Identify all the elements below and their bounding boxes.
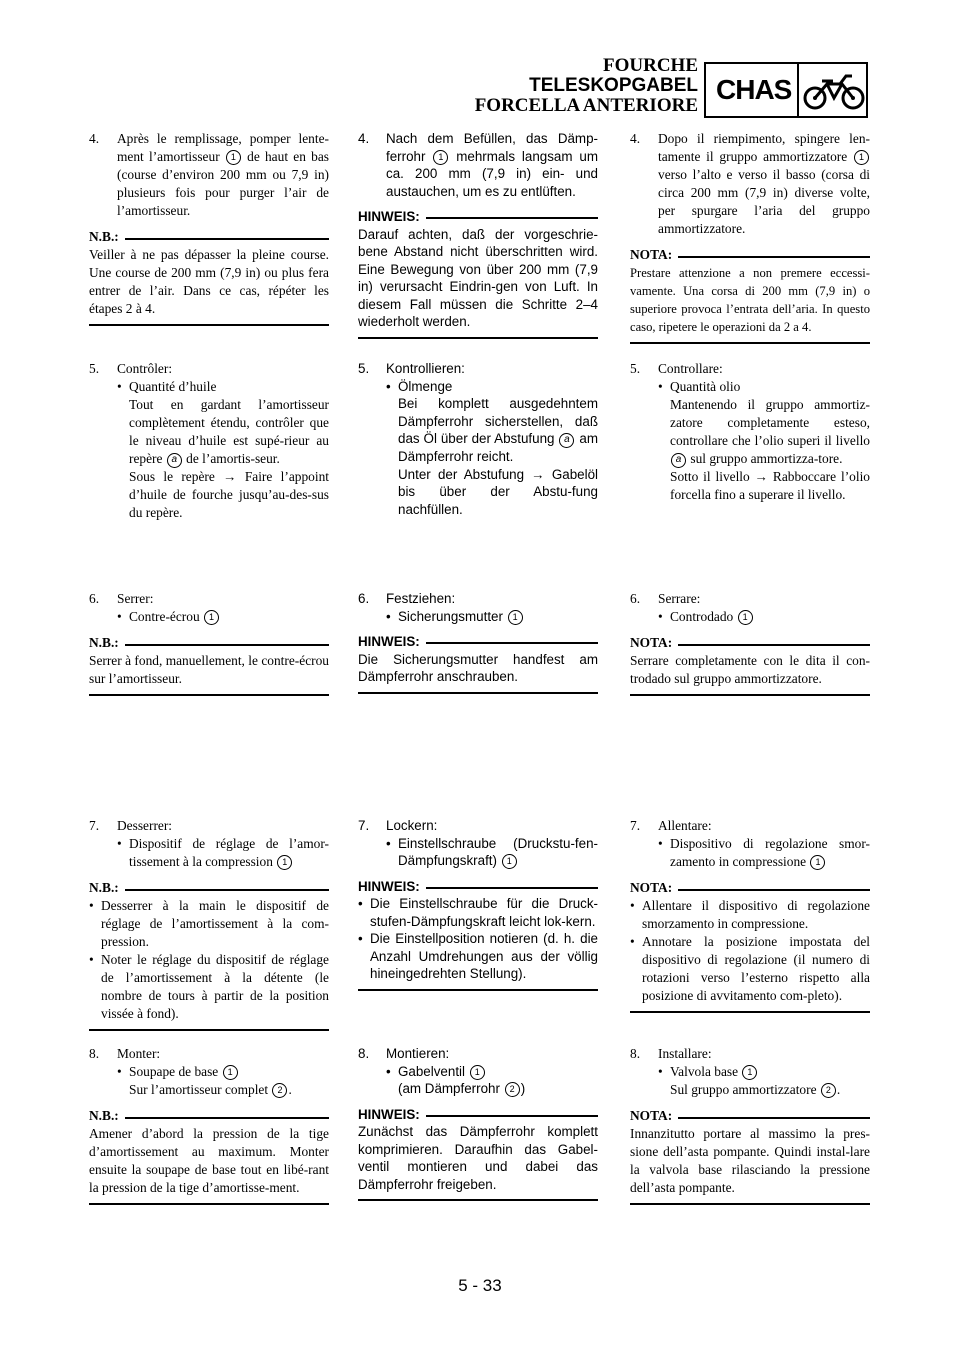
title-de: TELESKOPGABEL	[529, 75, 698, 96]
step-title: Festziehen:	[386, 591, 456, 606]
mark-callout: a	[671, 453, 686, 468]
sub-text: (am Dämpferrohr 2 )	[398, 1081, 526, 1096]
note-header: NOTA:	[630, 634, 870, 652]
bullet-item: • Controdado 1	[630, 608, 870, 626]
note-text: Amener d’abord la pression de la tige d’amortissement au maximum. Monter ensuite la soupape de base tout en libé-rant la pression de la tige d’amortisse-ment.	[89, 1126, 329, 1195]
note-header: N.B.:	[89, 1107, 329, 1125]
page-number: 5 - 33	[458, 1276, 502, 1295]
note-header: HINWEIS:	[358, 878, 598, 896]
step-title: Serrer:	[117, 591, 154, 606]
note-header: N.B.:	[89, 228, 329, 246]
chas-label: CHAS	[716, 74, 792, 105]
note-header: HINWEIS:	[358, 1106, 598, 1124]
step-number: 4.	[630, 131, 641, 146]
step-number: 8.	[358, 1046, 370, 1061]
note-text: Serrer à fond, manuellement, le contre-écrou sur l’amortisseur.	[89, 653, 329, 686]
note-rule	[89, 694, 329, 696]
motorcycle-icon	[802, 68, 866, 112]
ref-callout: 1	[277, 855, 292, 870]
chassis-section-badge	[704, 62, 868, 118]
note-text: Die Sicherungsmutter handfest am Dämpferrohr anschrauben.	[358, 651, 598, 684]
step-title: Kontrollieren:	[386, 361, 465, 376]
note-bullet: • Noter le réglage du dispositif de réglage de l’amortissement à la détente (le nombre de tours à partir de la position vissée à fond).	[89, 952, 329, 1021]
sub-text: Tout en gardant l’amortisseur complètement étendu, contrôler que le niveau d’huile est supé-rieur au repère a de l’amortis-seur.	[129, 397, 329, 466]
step-text: Dopo il riempimento, spingere len-tamente il gruppo ammortizzatore 1 verso l’alto e verso il basso (corsa di circa 200 mm (7,9 in) diverse volte, per spurgare l’aria del gruppo ammortizzatore.	[658, 131, 870, 236]
step-title: Controllare:	[658, 361, 723, 376]
step-title: Desserrer:	[117, 818, 173, 833]
ref-callout: 1	[742, 1065, 757, 1080]
note-header: NOTA:	[630, 1107, 870, 1125]
ref-callout: 1	[502, 854, 517, 869]
bullet-item: • Soupape de base 1	[89, 1063, 329, 1081]
note-header: NOTA:	[630, 246, 870, 264]
ref-callout: 2	[272, 1083, 287, 1098]
note-bullet: • Allentare il dispositivo di regolazione smorzamento in compressione.	[630, 898, 870, 931]
ref-callout: 1	[508, 610, 523, 625]
mark-callout: a	[559, 433, 574, 448]
ref-callout: 1	[433, 150, 448, 165]
ref-callout: 1	[223, 1065, 238, 1080]
note-rule	[89, 324, 329, 326]
fr-step-8	[89, 1045, 329, 1205]
step-number: 5.	[630, 361, 641, 376]
step-number: 8.	[89, 1046, 100, 1061]
ref-callout: 1	[738, 610, 753, 625]
it-step-5	[630, 360, 870, 504]
sub-text: Sous le repère → Faire l’appoint d’huile de fourche jusqu’au-des-sus du repère.	[129, 469, 329, 520]
ref-callout: 1	[854, 150, 869, 165]
sub-text: Mantenendo il gruppo ammortiz-zatore completamente esteso, controllare che l’olio superi il livello a sul gruppo ammortizza-tore.	[670, 397, 870, 466]
note-header: HINWEIS:	[358, 633, 598, 651]
note-text: Veiller à ne pas dépasser la pleine course. Une course de 200 mm (7,9 in) ou plus fera entrer de l’air. Dans ce cas, répéter les étapes 2 à 4.	[89, 247, 329, 316]
note-rule	[630, 1011, 870, 1013]
note-rule	[358, 337, 598, 339]
note-rule	[358, 692, 598, 694]
step-number: 5.	[358, 361, 370, 376]
sub-text: Sur l’amortisseur complet 2 .	[129, 1082, 292, 1097]
ref-callout: 1	[226, 150, 241, 165]
note-bullet: • Die Einstellposition notieren (d. h. die Anzahl Umdrehungen aus der völlig hineingedrehten Stellung).	[358, 931, 598, 981]
fr-step-5	[89, 360, 329, 522]
fr-step-6	[89, 590, 329, 696]
bullet-item: • Dispositivo di regolazione smor-zamento in compressione 1	[658, 836, 870, 869]
step-number: 7.	[630, 818, 641, 833]
note-rule	[630, 342, 870, 344]
it-step-7	[630, 817, 870, 1013]
bullet-item: • Quantità olio	[658, 379, 741, 394]
bullet-item: • Sicherungsmutter 1	[358, 608, 598, 626]
note-rule	[89, 1029, 329, 1031]
step-title: Serrare:	[658, 591, 701, 606]
step-number: 7.	[358, 818, 370, 833]
note-text: Darauf achten, daß der vorgeschrie-bene Abstand nicht überschritten wird. Eine Bewegung von über 200 mm (7,9 in) verursacht Eindrin-gen von Luft. In diesem Fall müssen die Schritte 2–4 wiederholt werden.	[358, 226, 598, 329]
bullet-item: • Ölmenge	[386, 378, 453, 394]
step-number: 5.	[89, 361, 100, 376]
title-it: FORCELLA ANTERIORE	[474, 95, 698, 116]
step-title: Installare:	[658, 1046, 712, 1061]
section-header	[475, 56, 698, 116]
note-bullet: • Annotare la posizione impostata del dispositivo di regolazione (il numero di rotazioni verso l’esterno rispetto alla posizione di avvitamento com-pleto).	[630, 934, 870, 1003]
note-text: Zunächst das Dämpferrohr komplett komprimieren. Daraufhin das Gabel-ventil montieren und dabei das Dämpferrohr freigeben.	[358, 1124, 598, 1192]
bullet-item: • Valvola base 1	[630, 1063, 870, 1081]
step-text: Nach dem Befüllen, das Dämp-ferrohr 1 mehrmals langsam um ca. 200 mm (7,9 in) ein- und austauchen, um es zu entlüften.	[386, 131, 598, 199]
it-step-8	[630, 1045, 870, 1205]
note-text: Serrare completamente con le dita il con-trodado sul gruppo ammortizzatore.	[630, 653, 870, 686]
note-bullet: • Desserrer à la main le dispositif de réglage de l’amortissement à la com-pression.	[89, 898, 329, 949]
note-text: Prestare attenzione a non premere eccessi-vamente. Una corsa di 200 mm (7,9 in) o superiore provoca l’entrata dell’aria. In questo caso, ripetere le operazioni da 2 a 4.	[630, 266, 870, 334]
note-rule	[358, 989, 598, 991]
step-title: Montieren:	[386, 1046, 450, 1061]
note-header: N.B.:	[89, 879, 329, 897]
bullet-item: • Gabelventil 1	[358, 1063, 598, 1081]
step-text: Après le remplissage, pomper lente-ment l’amortisseur 1 de haut en bas (course d’environ 200 mm ou 7,9 in) plusieurs fois pour purger l’air de l’amortisseur.	[117, 131, 329, 218]
step-number: 8.	[630, 1046, 641, 1061]
step-number: 4.	[358, 131, 370, 146]
de-step-6	[358, 590, 598, 694]
step-title: Allentare:	[658, 818, 712, 833]
ref-callout: 2	[821, 1083, 836, 1098]
note-bullet: • Die Einstellschraube für die Druck-stufen-Dämpfungskraft leicht lok-kern.	[358, 896, 598, 929]
de-step-7	[358, 817, 598, 991]
note-rule	[358, 1199, 598, 1201]
note-rule	[630, 694, 870, 696]
note-rule	[89, 1203, 329, 1205]
de-step-4	[358, 130, 598, 339]
step-title: Lockern:	[386, 818, 438, 833]
bullet-item: • Dispositif de réglage de l’amor-tissement à la compression 1	[117, 836, 329, 869]
sub-text: Sotto il livello → Rabboccare l’olio forcella fino a superare il livello.	[670, 469, 870, 502]
bullet-item: • Quantité d’huile	[117, 379, 217, 394]
ref-callout: 1	[470, 1065, 485, 1080]
note-header: HINWEIS:	[358, 208, 598, 226]
bullet-item: • Einstellschraube (Druckstu-fen-Dämpfungskraft) 1	[386, 835, 598, 868]
it-step-6	[630, 590, 870, 696]
step-number: 6.	[89, 591, 100, 606]
it-step-4	[630, 130, 870, 344]
ref-callout: 1	[810, 855, 825, 870]
step-title: Contrôler:	[117, 361, 173, 376]
ref-callout: 2	[505, 1082, 520, 1097]
note-header: NOTA:	[630, 879, 870, 897]
title-fr: FOURCHE	[603, 55, 698, 76]
de-step-5	[358, 360, 598, 518]
step-title: Monter:	[117, 1046, 161, 1061]
de-step-8	[358, 1045, 598, 1201]
note-text: Innanzitutto portare al massimo la pres-sione dell’asta pompante. Quindi instal-lare la valvola base rilasciando la pressione dell’asta pompante.	[630, 1126, 870, 1195]
sub-text: Bei komplett ausgedehntem Dämpferrohr sicherstellen, daß das Öl über der Abstufung a am Dämpferrohr reicht.	[398, 396, 598, 464]
sub-text: Sul gruppo ammortizzatore 2 .	[670, 1082, 841, 1097]
note-header: N.B.:	[89, 634, 329, 652]
bullet-item: • Contre-écrou 1	[89, 608, 329, 626]
badge-divider	[797, 64, 799, 116]
ref-callout: 1	[204, 610, 219, 625]
step-number: 4.	[89, 131, 100, 146]
sub-text: Unter der Abstufung → Gabelöl bis über der Abstu-fung nachfüllen.	[398, 466, 598, 517]
step-number: 6.	[358, 591, 370, 606]
step-number: 6.	[630, 591, 641, 606]
note-rule	[630, 1203, 870, 1205]
fr-step-7	[89, 817, 329, 1031]
fr-step-4	[89, 130, 329, 326]
step-number: 7.	[89, 818, 100, 833]
mark-callout: a	[167, 453, 182, 468]
